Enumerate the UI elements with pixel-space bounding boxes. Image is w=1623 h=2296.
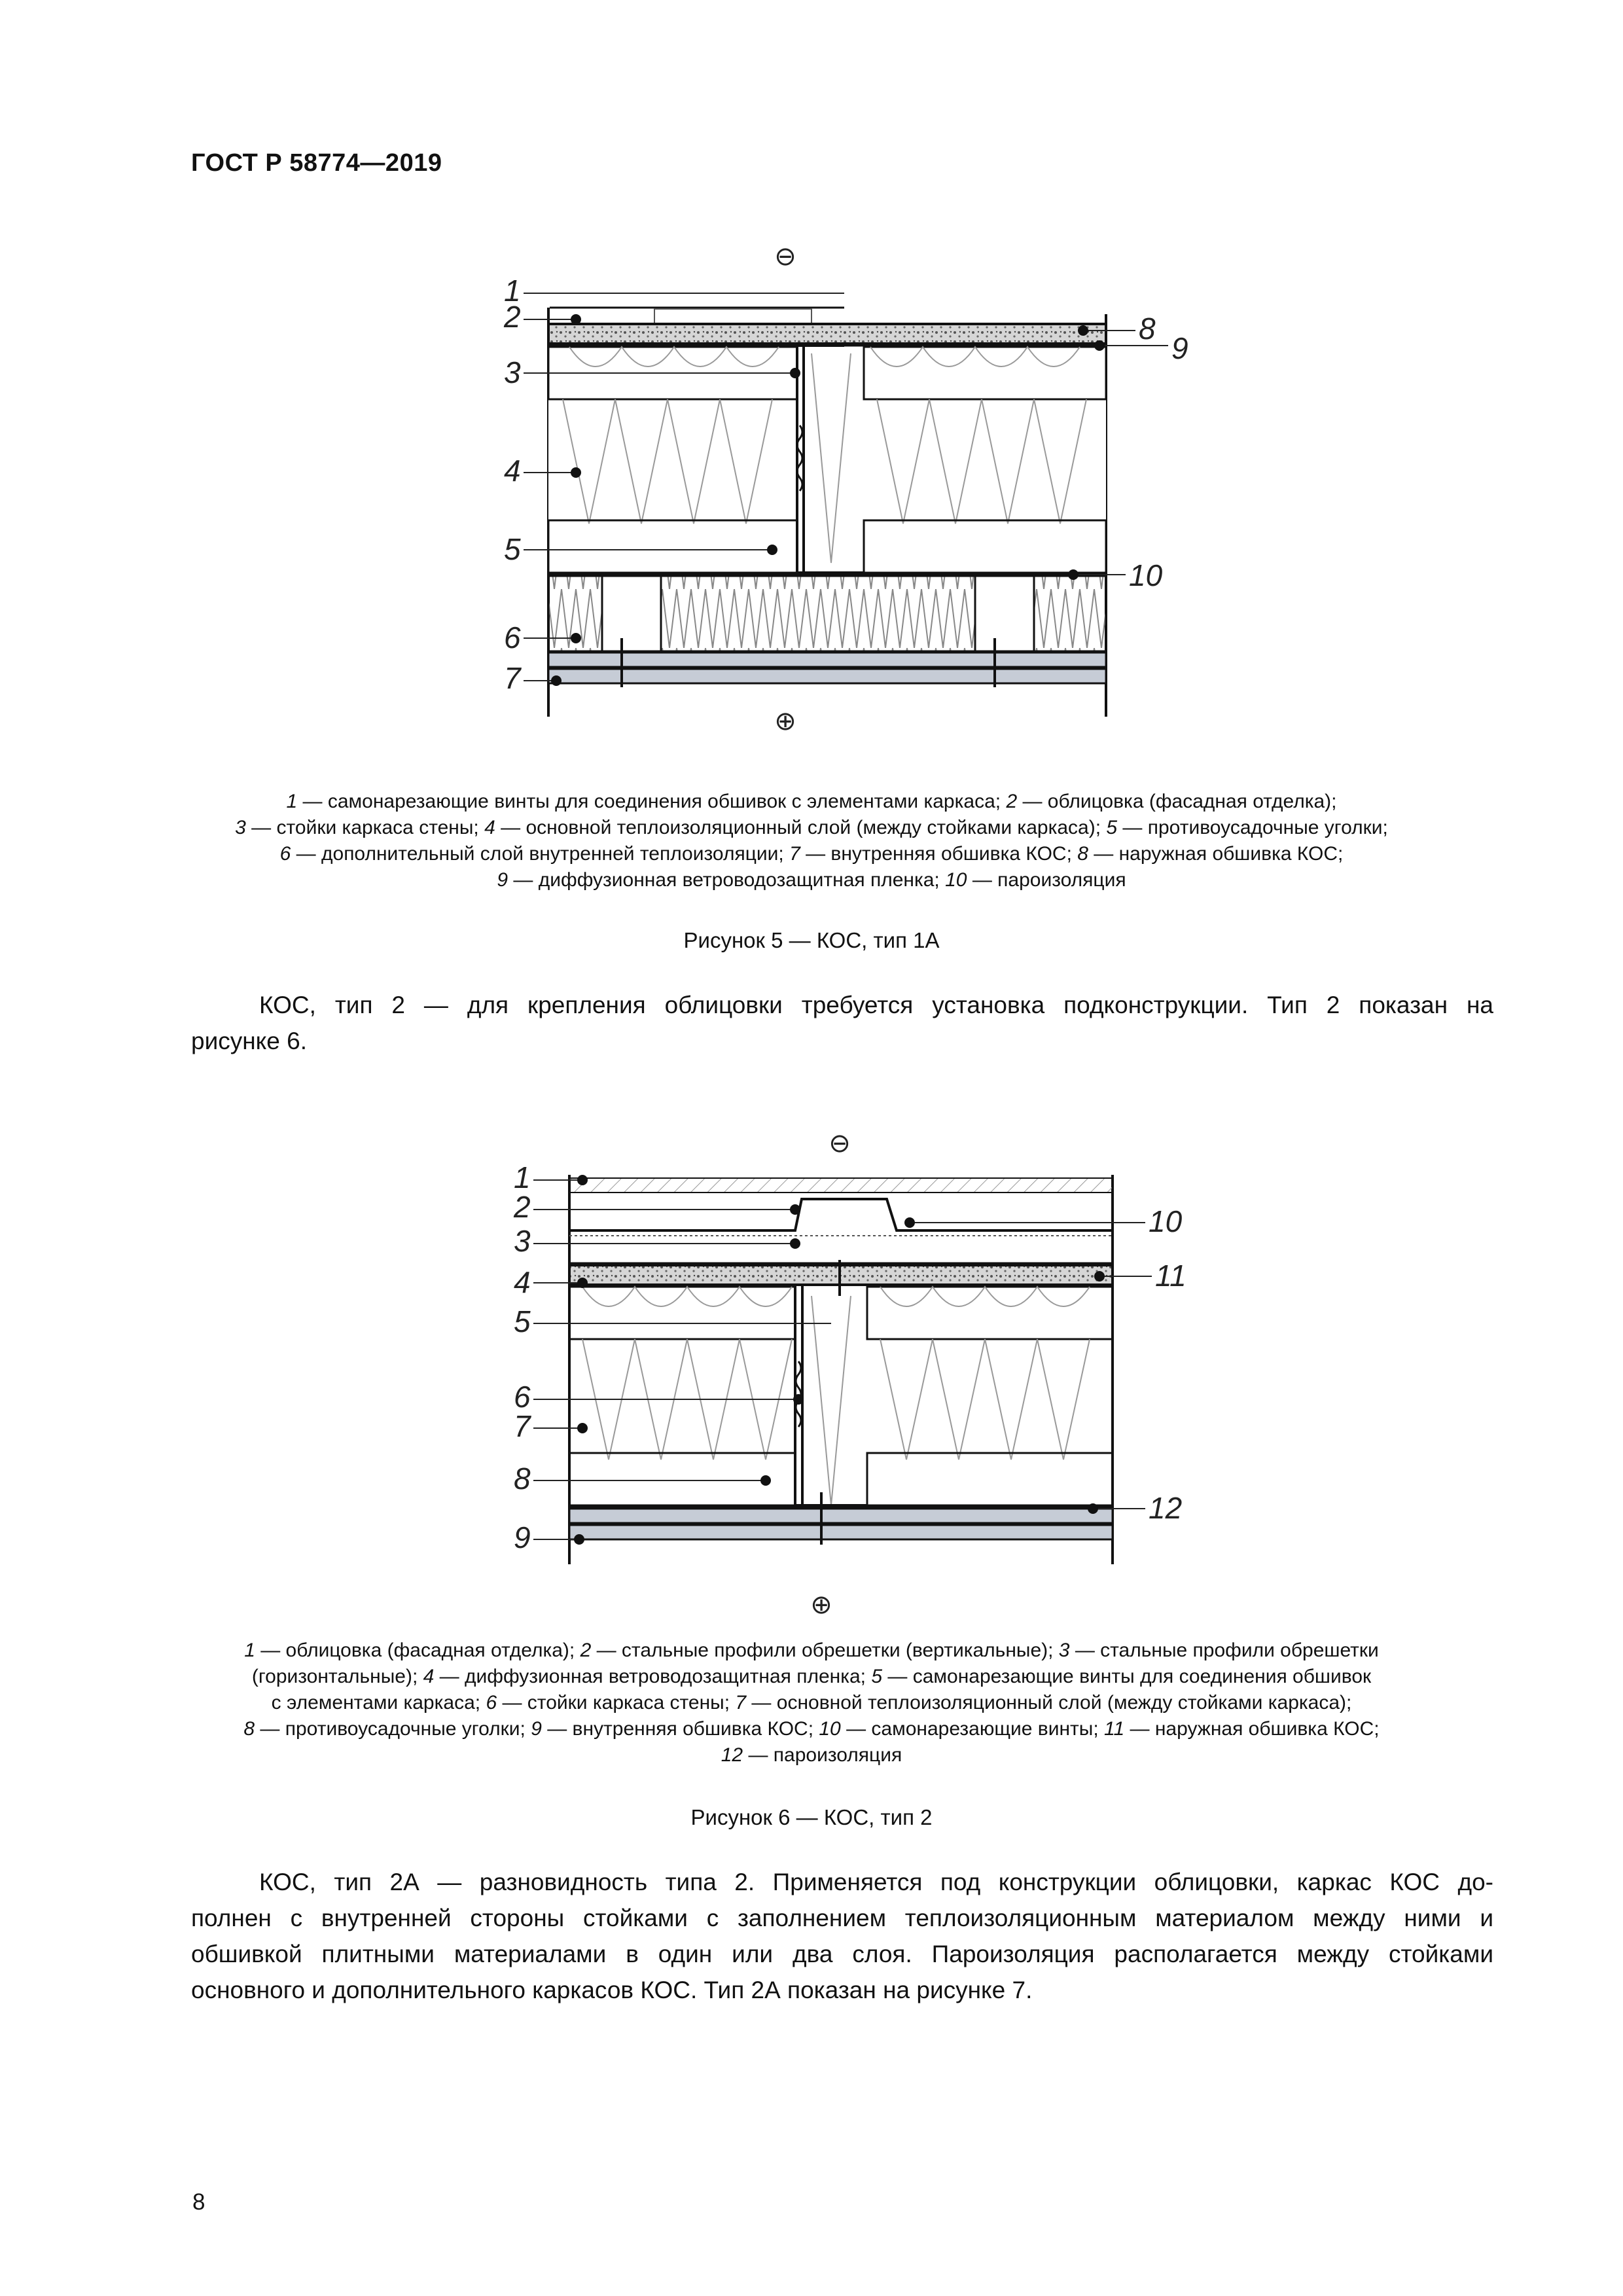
- figure6-label-6: 6: [514, 1380, 531, 1414]
- figure5-label-4: 4: [504, 454, 521, 488]
- figure6-legend-line-4: 8 — противоусадочные уголки; 9 — внутренняя обшивка КОС; 10 — самонарезающие винты; 11 — наружная обшивка КОС;: [243, 1718, 1380, 1740]
- figure5-legend-line-1: 1 — самонарезающие винты для соединения обшивок с элементами каркаса; 2 — облицовка (фасадная отделка);: [286, 791, 1337, 812]
- paragraph-type2-line-1: КОС, тип 2 — для крепления облицовки требуется установка подконструкции. Тип 2 показан на: [259, 992, 1493, 1018]
- figure6-label-4: 4: [514, 1265, 531, 1299]
- figure6-legend-line-2: (горизонтальные); 4 — диффузионная ветроводозащитная пленка; 5 — самонарезающие винты для соединения обшивок: [251, 1666, 1372, 1687]
- figure6-label-10: 10: [1149, 1204, 1183, 1238]
- figure5-label-7: 7: [504, 661, 521, 695]
- figure6-label-5: 5: [514, 1304, 531, 1338]
- figure6-label-2: 2: [514, 1190, 531, 1224]
- figure6-legend-line-5: 12 — пароизоляция: [721, 1744, 902, 1766]
- figure6-label-12: 12: [1149, 1491, 1183, 1525]
- figure6-label-11: 11: [1155, 1259, 1186, 1293]
- paragraph-type2a-line-1: КОС, тип 2А — разновидность типа 2. Применяется под конструкции облицовки, каркас КОС до-: [259, 1869, 1493, 1895]
- figure5-label-8: 8: [1139, 312, 1156, 346]
- paragraph-type2a: [191, 1864, 1493, 2008]
- figure6-right-labels: [904, 1204, 1186, 1525]
- figure6-plus-sign: ⊕: [810, 1590, 832, 1620]
- page-number: 8: [192, 2189, 205, 2215]
- paragraph-type2a-line-2: полнен с внутренней стороны стойками с заполнением теплоизоляционным материалом между ними и: [191, 1905, 1493, 1931]
- paragraph-type2-line-2: рисунке 6.: [191, 1028, 307, 1054]
- figure5-caption: Рисунок 5 — КОС, тип 1А: [683, 928, 940, 952]
- figure5-label-9: 9: [1171, 331, 1188, 365]
- figure5-label-10: 10: [1129, 558, 1163, 592]
- figure6-label-1: 1: [514, 1160, 531, 1194]
- figure6-label-9: 9: [514, 1520, 531, 1554]
- figure5-legend-line-4: 9 — диффузионная ветроводозащитная пленка; 10 — пароизоляция: [497, 869, 1126, 891]
- figure5-label-3: 3: [504, 355, 521, 389]
- document-code-header: ГОСТ Р 58774—2019: [191, 149, 442, 177]
- figure6-label-7: 7: [514, 1409, 531, 1443]
- figure6-left-labels: [513, 1160, 831, 1554]
- figure6-legend-line-1: 1 — облицовка (фасадная отделка); 2 — стальные профили обрешетки (вертикальные); 3 — стальные профили обрешетки: [244, 1640, 1379, 1661]
- paragraph-type2a-line-4: основного и дополнительного каркасов КОС. Тип 2А показан на рисунке 7.: [191, 1977, 1033, 2003]
- figure6-caption: Рисунок 6 — КОС, тип 2: [690, 1805, 933, 1829]
- figure5-legend-line-3: 6 — дополнительный слой внутренней теплоизоляции; 7 — внутренняя обшивка КОС; 8 — наружная обшивка КОС;: [279, 843, 1344, 865]
- figure6-legend-line-3: с элементами каркаса; 6 — стойки каркаса стены; 7 — основной теплоизоляционный слой (между стойками каркаса);: [271, 1692, 1352, 1713]
- figure5-minus-sign: ⊖: [774, 242, 796, 272]
- figure5-label-2: 2: [504, 300, 521, 334]
- figure6-legend: [196, 1638, 1427, 1768]
- figure5-label-6: 6: [504, 620, 521, 655]
- figure5-plus-sign: ⊕: [774, 706, 796, 736]
- figure6-label-8: 8: [514, 1462, 531, 1496]
- figure5-label-5: 5: [504, 532, 521, 566]
- paragraph-type2a-line-3: обшивкой плитными материалами в один или два слоя. Пароизоляция располагается между стойками: [191, 1941, 1493, 1967]
- figure5-label-1: 1: [504, 274, 521, 308]
- figure6-minus-sign: ⊖: [829, 1128, 851, 1158]
- figure6-label-3: 3: [514, 1224, 531, 1258]
- figure5-legend-line-2: 3 — стойки каркаса стены; 4 — основной теплоизоляционный слой (между стойками каркаса); 5 — противоусадочные уголки;: [235, 817, 1388, 838]
